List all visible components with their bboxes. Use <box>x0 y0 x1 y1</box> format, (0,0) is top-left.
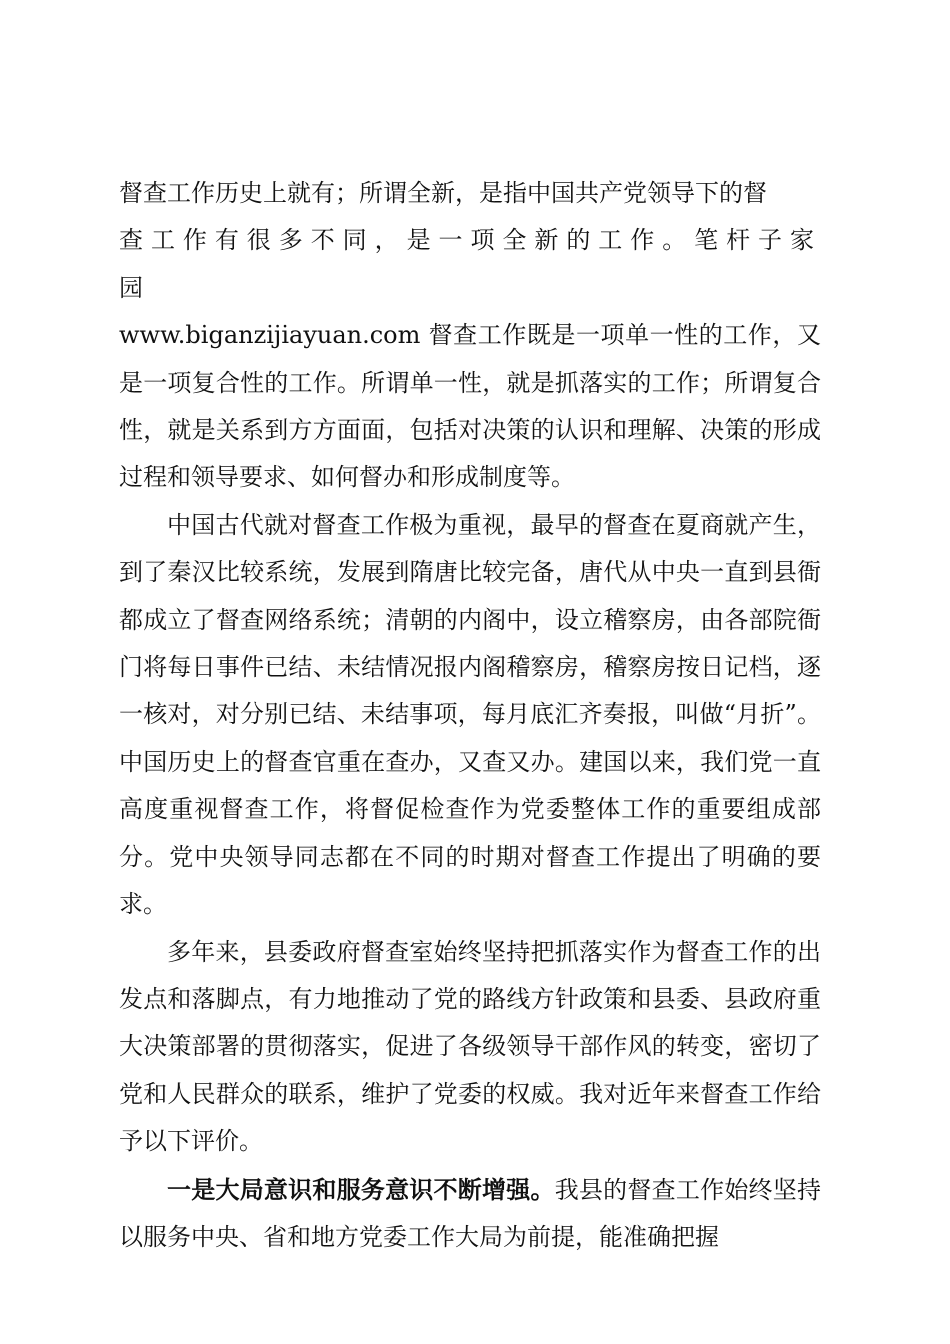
paragraph-5: 多年来，县委政府督查室始终坚持把抓落实作为督查工作的出发点和落脚点，有力地推动了党的路线方针政策和县委、县政府重大决策部署的贯彻落实，促进了各级领导干部作风的转变，密切了党和人民群众的联系，维护了党委的权威。我对近年来督查工作给予以下评价。 <box>119 937 821 1156</box>
paragraph-4: 中国古代就对督查工作极为重视，最早的督查在夏商就产生，到了秦汉比较系统，发展到隋唐比较完备，唐代从中央一直到县衙都成立了督查网络系统；清朝的内阁中，设立稽察房，由各部院衙门将每日事件已结、未结情况报内阁稽察房，稽察房按日记档，逐一核对，对分别已结、未结事项，每月底汇齐奏报，叫做“月折”。中国历史上的督查官重在查办，又查又办。建国以来，我们党一直高度重视督查工作，将督促检查作为党委整体工作的重要组成部分。党中央领导同志都在不同的时期对督查工作提出了明确的要求。 <box>119 510 821 919</box>
paragraph-6 <box>119 1166 821 1262</box>
paragraph-6-heading: 一是大局意识和服务意识不断增强。 <box>167 1174 555 1204</box>
paragraph-3: www.biganzijiayuan.com 督查工作既是一项单一性的工作，又是一项复合性的工作。所谓单一性，就是抓落实的工作；所谓复合性，就是关系到方方面面，包括对决策的认识和理解、决策的形成过程和领导要求、如何督办和形成制度等。 <box>119 321 821 492</box>
paragraph-6-text: 我县的督查工作始终坚持以服务中央、省和地方党委工作大局为前提，能准确把握 <box>119 1175 822 1251</box>
document-body <box>119 170 821 1261</box>
paragraph-2: 查工作有很多不同，是一项全新的工作。笔杆子家园 <box>119 226 821 302</box>
paragraph-1: 督查工作历史上就有；所谓全新，是指中国共产党领导下的督 <box>119 179 767 207</box>
